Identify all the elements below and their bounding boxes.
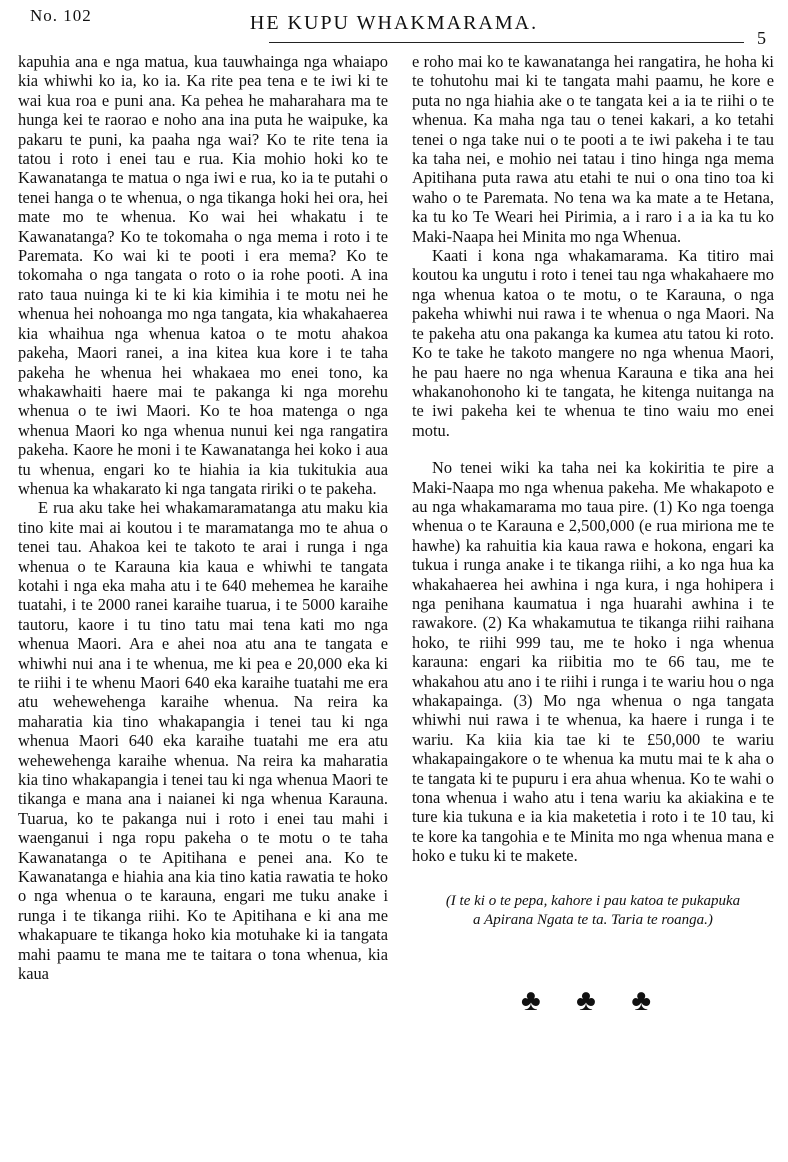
right-paragraph-2: Kaati i kona nga whakamarama. Ka titiro mai koutou ka ungutu i roto i tenei tau nga whakahaere mo nga whenua katoa o te motu, o te Karauna, o nga pakeha whiwhi nui rawa i te whenua o nga Maori. Na te pakeha atu ona pakanga ka kumea atu tatou ki roto. Ko te take he takoto mangere no nga whenua Maori, he pau haere no nga whenua Karauna e tika ana hei whakanohonoho ki te tangata, he kitenga nuitanga na te iwi pakeha kei te whenua te tino waiu mo enei motu.	[412, 246, 774, 440]
header-rule	[269, 42, 744, 43]
publication-title: HE KUPU WHAKMARAMA.	[249, 12, 539, 34]
editor-note-line-2: a Apirana Ngata te ta. Taria te roanga.)	[473, 911, 713, 928]
left-column	[18, 52, 388, 984]
issue-number: No. 102	[30, 6, 92, 25]
editor-note-line-1: (I te ki o te pepa, kahore i pau katoa te pukapuka	[445, 892, 741, 909]
left-paragraph-1: kapuhia ana e nga matua, kua tauwhainga nga whaiapo kia whiwhi ko ia, ko ia. Ka rite pea tena e te iwi ki te wai kua roa e puni ana. Ka pehea he maharahara ma te hunga kei te raorao e noho ana ina puta he waipuke, ka pakaru te puni, ka paaha nga wai? Ko te rite tena ia tatou i roto i enei tau e rua. Kia mohio hoki ko te Kawanatanga te matua o nga iwi e rua, ko ia te putahi o tenei hanga o te whenua, o nga tikanga hoki hei ora, hei mate mo te whenua. Ko wai hei whakatu i te Kawanatanga? Ko te tokomaha o nga mema i roto i te Paremata. Ko wai ki te pooti i era mema? Ko te tokomaha o nga tangata o roto o ia rohe pooti. A ina rato taua nuinga ki te ki kia kimihia i te motu nei he whenua hei nohoanga mo nga tangata, kia whakahaerea kia whaihua nga whenua katoa o te motu ahakoa pakeha, Maori ranei, a ina kitea kua kore i te taha pakeha he whenua hei whakaea mo enei tono, ka whakawhaiti haere mai te pakanga ki nga morehu whenua o te iwi Maori. Ko te hoa matenga o nga whenua Maori ko nga whenua nunui kei nga rangatira pakeha. Kaore he moni i te Kawanatanga hei koko i aua tu whenua, engari ko te hiahia ia kia tukitukia aua whenua ka whakarato ki nga tangata ririki o te pakeha.	[18, 52, 388, 498]
right-paragraph-3: No tenei wiki ka taha nei ka kokiritia te pire a Maki-Naapa mo nga whenua pakeha. Me whakapoto e au nga whakamarama mo taua pire. (1) Ko nga toenga whenua o te Karauna e 2,500,000 (e rua miriona me te hawhe) ka rahuitia kia kaua rawa e hokona, engari ka tukua i runga anake i te tikanga riihi, a ko nga hua ka whakahaerea hei awhina i nga kura, i nga hohipera i nga penihana kaumatua i nga huarahi awhina i te rawakore. (2) Ka whakamutua te tikanga riihi raihana hoko, te riihi 999 tau, me te hoko i nga whenua karauna: engari ka riibitia mo te 66 tau, me te whakahou atu ano i te riihi i runga i te wariu hou o nga whakapainga. (3) Mo nga whenua o nga tangata whiwhi nui rawa i te whenua, ka haere i runga i te wariu. Ka kiia kia tae ki te £50,000 te wariu whakapaingakore o te whenua ka mutu mai te k aha o te tangata ki te pupuru i era ahua whenua. Ko te wahi o tona whenua i waho atu i tena wariu ka akiakina e te ture kia tukuna e ia kia maketetia i roto i te 10 tau, ki te kore ka tangohia e te Minita mo nga whenua mana e hoko e tuku ki te makete.	[412, 458, 774, 866]
left-paragraph-2: E rua aku take hei whakamaramatanga atu maku kia tino kite mai ai koutou i te maramatanga mo te ahua o tenei tau. Ahakoa kei te takoto te arai i runga i nga whenua o te Karauna kia kaua e whiwhi te tangata kotahi i nga eka maha atu i te 640 mehemea he karaihe tuatahi, i te 2000 ranei karaihe tuarua, i te 5000 karaihe tautoru, kaore i tu tino tatu mai tena kati mo nga whenua Maori. Ara e ahei noa atu ana te tangata e whiwhi nui ana i te whenua, me ki pea e 20,000 eka ki te riihi i te whenu Maori 640 eka karaihe tuatahi me era atu wehewehenga karaihe whenua. Na reira ka maharatia kia tino whakapangia i tenei tau ki nga whenua Maori 640 eka karaihe tuatahi me era atu wehewehenga karaihe whenua. Na reira ka maharatia kia tino whakapangia i tenei tau ki nga whenua Maori te tikanga e mana ana i naianei ki nga whenua Karauna. Tuarua, ko te pakanga nui i roto i enei tau mahi i waenganui i nga ropu pakeha o te motu o te taha Kawanatanga o te Apitihana e penei ana. Ko te Kawanatanga e hiahia ana kia tino katia rawatia te hoko o nga whenua o te karauna, engari me tuku anake i runga i te tikanga riihi. Ko te Apitihana e ki ana me whakapuare te tikanga hoko kia motuhake ki ia tangata mahi paamu te mana me te taitara o tona whenua, kia kaua	[18, 498, 388, 984]
right-column	[412, 52, 774, 1016]
editor-note	[412, 892, 774, 930]
club-ornament-icon: ♣ ♣ ♣	[520, 983, 666, 1017]
page-header	[14, 4, 774, 48]
page-number: 5	[757, 28, 766, 48]
right-paragraph-1: e roho mai ko te kawanatanga hei rangatira, he hoha ki te tohutohu mai ki te tangata mahi paamu, he kore e puta no nga hiahia ake o te tangata kei a ia te riihi o te whenua. Ka maha nga tau o tenei kakari, a ko tetahi tenei o nga take nui o te pooti a te iwi pakeha i te tau ka taha nei, e mohio nei tatau i tino hinga nga mema Apitihana puta rawa atu etahi te nui o ona tino toa ki waho o te Paremata. No tena wa ka mate a te Hetana, ka tu ko Te Weari hei Pirimia, a i raro i a ia ka tu ko Maki-Naapa hei Minita mo nga Whenua.	[412, 52, 774, 246]
